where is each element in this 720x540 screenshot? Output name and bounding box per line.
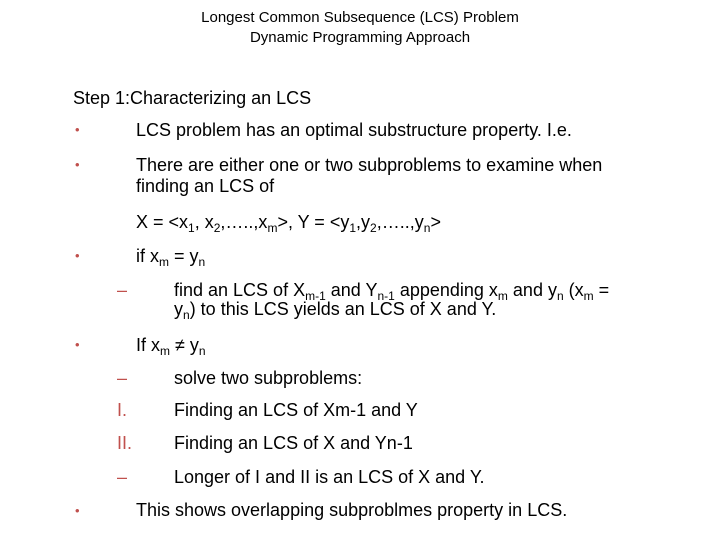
detail-sub: n-1	[377, 289, 395, 303]
detail-sub: m-1	[305, 289, 326, 303]
detail-text: y	[174, 299, 183, 319]
case-sub: m	[159, 255, 170, 269]
seq-sub: 1	[188, 221, 195, 235]
subproblem-one: Finding an LCS of Xm-1 and Y	[174, 400, 418, 420]
case-text: = y	[169, 246, 199, 266]
roman-marker-2: II.	[117, 433, 133, 453]
bullet-marker: •	[75, 157, 80, 172]
seq-text: X = <x	[136, 212, 189, 232]
detail-sub: n	[183, 308, 190, 322]
case-text: If x	[136, 335, 161, 355]
bullet-marker: •	[75, 503, 80, 518]
bullet-subproblems-line2: finding an LCS of	[136, 176, 275, 196]
slide-title: Longest Common Subsequence (LCS) Problem	[201, 9, 519, 26]
case-equal-detail-line1	[174, 280, 609, 301]
case-equal-detail-line2	[174, 299, 496, 320]
dash-marker: –	[117, 467, 128, 487]
seq-text: ,y	[356, 212, 371, 232]
bullet-marker: •	[75, 337, 80, 352]
detail-text: and y	[507, 280, 557, 300]
dash-marker: –	[117, 368, 128, 388]
bullet-marker: •	[75, 122, 80, 137]
seq-text: >	[430, 212, 441, 232]
detail-sub: m	[497, 289, 508, 303]
detail-text: find an LCS of X	[174, 280, 306, 300]
dash-marker: –	[117, 280, 128, 300]
solve-two-subproblems: solve two subproblems:	[174, 368, 363, 388]
seq-sub: 2	[213, 221, 221, 235]
seq-sub: 2	[370, 221, 377, 235]
subproblem-two: Finding an LCS of X and Yn-1	[174, 433, 413, 453]
bullet-case-not-equal	[136, 335, 206, 356]
case-sub: m	[160, 344, 171, 358]
detail-text: ) to this LCS yields an LCS of X and Y.	[189, 299, 497, 319]
case-sub: n	[198, 255, 206, 269]
detail-sub: m	[583, 289, 594, 303]
case-text: ≠ y	[170, 335, 199, 355]
bullet-marker: •	[75, 248, 80, 263]
seq-sub: n	[423, 221, 431, 235]
bullet-optimal-substructure: LCS problem has an optimal substructure property. I.e.	[136, 120, 572, 140]
detail-text: and Y	[325, 280, 378, 300]
slide-subtitle: Dynamic Programming Approach	[249, 29, 471, 46]
detail-text: =	[593, 280, 610, 300]
bullet-case-equal	[136, 246, 205, 267]
seq-text: , x	[194, 212, 214, 232]
case-sub: n	[198, 344, 206, 358]
bullet-subproblems-line1: There are either one or two subproblems to examine when	[136, 155, 603, 175]
case-text: if x	[136, 246, 160, 266]
roman-marker-1: I.	[117, 400, 128, 420]
longer-result: Longer of I and II is an LCS of X and Y.	[174, 467, 485, 487]
detail-text: (x	[563, 280, 584, 300]
detail-sub: n	[556, 289, 564, 303]
seq-sub: m	[267, 221, 278, 235]
sequence-definition	[136, 212, 441, 233]
seq-text: ,…..,x	[220, 212, 268, 232]
detail-text: appending x	[394, 280, 498, 300]
seq-sub: 1	[349, 221, 357, 235]
seq-text: ,…..,y	[376, 212, 424, 232]
seq-text: >, Y = <y	[277, 212, 350, 232]
bullet-overlapping: This shows overlapping subproblmes property in LCS.	[136, 500, 568, 520]
step-heading: Step 1:Characterizing an LCS	[73, 88, 312, 108]
